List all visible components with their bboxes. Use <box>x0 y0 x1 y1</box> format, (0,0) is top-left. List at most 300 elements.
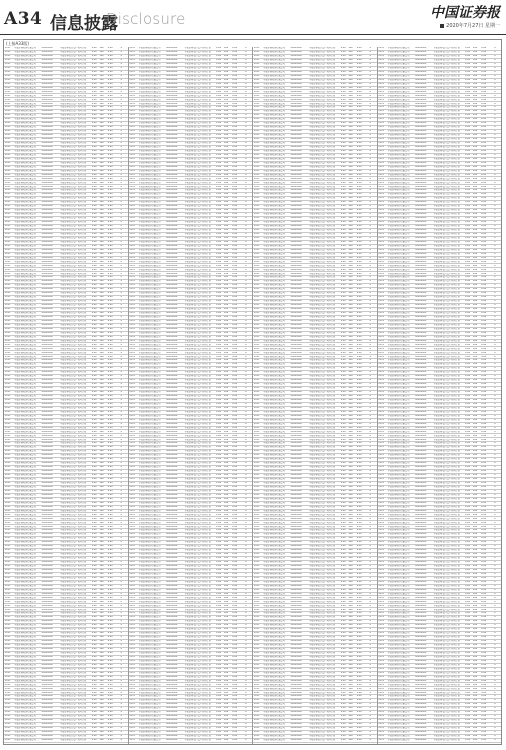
table-cell: 00000000 <box>290 667 302 670</box>
table-cell: 0 <box>120 209 122 212</box>
table-cell: 华安证券集合资产管理计划 <box>60 489 87 492</box>
table-cell: 0 <box>494 118 496 121</box>
table-cell: 100 <box>472 138 478 141</box>
table-cell: 2.26 <box>91 264 97 267</box>
table-cell: 华安证券集合资产管理计划 <box>60 201 87 204</box>
table-cell: 100 <box>99 699 104 702</box>
table-cell: 0001 <box>4 161 11 164</box>
table-cell: 2.26 <box>91 371 97 374</box>
table-cell: 00000000 <box>41 695 53 698</box>
table-cell: 0.00 <box>356 149 362 152</box>
table-cell: 华安证券股份有限公司 <box>14 102 36 105</box>
table-cell: 00000000 <box>41 489 53 492</box>
table-cell: 2.26 <box>340 521 346 524</box>
table-cell: 0001 <box>129 458 135 461</box>
table-cell: 0.00 <box>232 335 238 338</box>
table-cell: 0001 <box>4 244 11 247</box>
table-cell: 0.00 <box>356 505 362 508</box>
table-cell: 00000000 <box>41 616 53 619</box>
table-cell: 00000000 <box>290 213 302 216</box>
table-cell: 0.00 <box>356 632 362 635</box>
table-cell: 2.26 <box>340 529 346 532</box>
table-cell: 华安证券股份有限公司 <box>14 51 36 54</box>
table-cell: 华安证券集合资产管理计划 <box>309 355 336 358</box>
table-cell: 2.26 <box>216 213 222 216</box>
table-cell: 0 <box>369 248 371 251</box>
table-cell: 100 <box>223 497 229 500</box>
table-cell: 华安证券股份有限公司 <box>138 485 161 488</box>
table-cell: 华安证券股份有限公司 <box>14 612 36 615</box>
table-cell: 0 <box>245 438 247 441</box>
table-cell: 0001 <box>129 410 135 413</box>
table-cell: 100 <box>99 288 104 291</box>
table-cell: 华安证券集合资产管理计划 <box>309 284 336 287</box>
table-cell: 00000000 <box>166 576 178 579</box>
table-cell: 0 <box>245 505 247 508</box>
table-cell: 0 <box>120 683 122 686</box>
table-cell: 华安证券集合资产管理计划 <box>309 181 336 184</box>
table-cell: 0.00 <box>107 217 113 220</box>
table-cell: 0001 <box>129 640 135 643</box>
table-cell: 2.26 <box>340 557 346 560</box>
table-cell: 0 <box>369 719 371 722</box>
table-cell: 00000000 <box>41 482 53 485</box>
table-cell: 0001 <box>4 596 11 599</box>
table-cell: 00000000 <box>166 260 178 263</box>
table-cell: 华安证券股份有限公司 <box>138 185 161 188</box>
table-cell: 00000000 <box>290 454 302 457</box>
table-cell: 华安证券集合资产管理计划 <box>60 288 87 291</box>
table-cell: 0001 <box>4 565 11 568</box>
table-cell: 华安证券股份有限公司 <box>263 169 285 172</box>
table-cell: 0 <box>245 315 247 318</box>
table-cell: 华安证券集合资产管理计划 <box>309 731 336 734</box>
table-cell: 0.00 <box>356 122 362 125</box>
table-cell: 100 <box>223 66 229 69</box>
table-cell: 华安证券股份有限公司 <box>14 505 36 508</box>
table-cell: 华安证券集合资产管理计划 <box>184 331 211 334</box>
table-cell: 00000000 <box>41 122 53 125</box>
table-cell: 0 <box>245 86 247 89</box>
table-cell: 2.26 <box>91 738 97 741</box>
table-cell: 00000000 <box>41 260 53 263</box>
table-cell: 华安证券股份有限公司 <box>138 102 161 105</box>
table-cell: 华安证券集合资产管理计划 <box>60 715 87 718</box>
table-cell: 0.00 <box>232 110 238 113</box>
table-cell: 0 <box>245 217 247 220</box>
table-cell: 华安证券股份有限公司 <box>138 568 161 571</box>
table-cell: 华安证券集合资产管理计划 <box>60 217 87 220</box>
table-cell: 0.00 <box>232 399 238 401</box>
table-cell: 0 <box>120 715 122 718</box>
table-cell: 2.26 <box>340 731 346 734</box>
table-cell: 0.00 <box>356 636 362 639</box>
table-cell: 00000000 <box>166 244 178 247</box>
table-cell: 0001 <box>129 446 135 449</box>
table-cell: 华安证券集合资产管理计划 <box>184 323 211 326</box>
table-cell: 0 <box>369 47 371 50</box>
table-cell: 0001 <box>253 731 260 734</box>
table-cell: 华安证券集合资产管理计划 <box>60 462 87 465</box>
table-cell: 0.00 <box>232 584 238 587</box>
table-cell: 100 <box>223 442 229 445</box>
table-cell: 2.26 <box>91 663 97 666</box>
table-cell: 2.26 <box>216 300 222 303</box>
table-cell: 0 <box>245 600 247 603</box>
table-cell: 2.26 <box>340 572 346 575</box>
table-cell: 华安证券股份有限公司 <box>14 272 36 275</box>
table-cell: 华安证券股份有限公司 <box>138 699 161 702</box>
table-cell: 0 <box>245 304 247 307</box>
table-cell: 华安证券集合资产管理计划 <box>60 703 87 706</box>
table-cell: 100 <box>348 153 353 156</box>
table-cell: 2.26 <box>340 51 346 54</box>
table-cell: 00000000 <box>290 695 302 698</box>
table-cell: 华安证券集合资产管理计划 <box>309 264 336 267</box>
table-cell: 100 <box>223 98 229 101</box>
table-cell: 0.00 <box>232 165 238 168</box>
table-cell: 2.26 <box>216 628 222 631</box>
table-cell: 0001 <box>4 588 11 591</box>
table-cell: 华安证券股份有限公司 <box>138 272 161 275</box>
table-cell: 00000000 <box>41 78 53 81</box>
table-cell: 00000000 <box>166 655 178 658</box>
table-cell: 华安证券集合资产管理计划 <box>60 683 87 686</box>
table-cell: 2.26 <box>216 576 222 579</box>
table-cell: 2.26 <box>340 604 346 607</box>
table-cell: 0001 <box>4 327 11 330</box>
table-cell: 0.00 <box>356 600 362 603</box>
table-cell: 2.26 <box>340 327 346 330</box>
table-cell: 00000000 <box>290 288 302 291</box>
table-cell: 0001 <box>4 501 11 504</box>
table-cell: 100 <box>348 588 353 591</box>
table-cell: 2.26 <box>216 731 222 734</box>
table-cell: 0 <box>120 430 122 433</box>
table-cell: 0001 <box>4 549 11 552</box>
table-cell: 0.00 <box>107 600 113 603</box>
table-cell: 0 <box>494 62 496 65</box>
table-cell: 0.00 <box>232 138 238 141</box>
table-cell: 0001 <box>4 229 11 232</box>
table-cell: 华安证券集合资产管理计划 <box>60 280 87 283</box>
table-cell: 0 <box>494 51 496 54</box>
table-cell: 华安证券集合资产管理计划 <box>60 300 87 303</box>
table-cell: 华安证券集合资产管理计划 <box>184 541 211 544</box>
table-cell: 华安证券股份有限公司 <box>14 470 36 473</box>
table-cell: 00000000 <box>290 541 302 544</box>
table-cell: 100 <box>348 355 353 358</box>
table-cell: 0001 <box>253 667 260 670</box>
table-cell: 0.00 <box>356 497 362 500</box>
table-cell: 华安证券股份有限公司 <box>14 671 36 674</box>
table-cell: 0 <box>120 517 122 520</box>
table-cell: 0 <box>369 533 371 536</box>
table-cell: 0.00 <box>232 553 238 556</box>
table-cell: 0 <box>120 402 122 405</box>
table-cell: 华安证券集合资产管理计划 <box>60 446 87 449</box>
table-cell: 华安证券股份有限公司 <box>263 339 285 342</box>
table-cell: 2.26 <box>216 561 222 564</box>
table-cell: 00000000 <box>166 525 178 528</box>
table-cell: 华安证券股份有限公司 <box>138 130 161 133</box>
table-cell: 华安证券股份有限公司 <box>138 343 161 346</box>
table-cell: 100 <box>348 683 353 686</box>
table-cell: 100 <box>348 600 353 603</box>
table-cell: 00000000 <box>290 256 302 259</box>
table-cell: 0001 <box>253 260 260 263</box>
table-cell: 2.26 <box>216 410 222 413</box>
table-cell: 100 <box>223 565 229 568</box>
table-cell: 100 <box>223 260 229 263</box>
table-cell: 0 <box>369 284 371 287</box>
table-cell: 2.26 <box>216 323 222 326</box>
table-cell: 00000000 <box>166 205 178 208</box>
table-cell: 0001 <box>253 90 260 93</box>
table-cell: 0.00 <box>481 102 487 105</box>
table-cell: 0 <box>120 74 122 77</box>
table-cell: 100 <box>223 695 229 698</box>
table-cell: 0001 <box>378 110 384 113</box>
table-cell: 0 <box>120 727 122 730</box>
table-cell: 00000000 <box>290 122 302 125</box>
table-cell: 0001 <box>253 406 260 409</box>
table-cell: 100 <box>223 387 229 390</box>
table-cell: 0001 <box>4 470 11 473</box>
table-cell: 0 <box>120 90 122 93</box>
table-cell: 2.26 <box>91 517 97 520</box>
table-cell: 0.00 <box>232 327 238 330</box>
table-cell: 华安证券集合资产管理计划 <box>184 572 211 575</box>
table-cell: 华安证券集合资产管理计划 <box>60 359 87 362</box>
table-cell: 0 <box>120 264 122 267</box>
table-cell: 华安证券集合资产管理计划 <box>60 478 87 481</box>
table-column <box>4 47 129 744</box>
table-cell: 0001 <box>129 462 135 465</box>
table-cell: 0 <box>245 331 247 334</box>
table-cell: 华安证券集合资产管理计划 <box>309 497 336 500</box>
table-cell: 0001 <box>253 648 260 651</box>
table-cell: 0001 <box>4 474 11 477</box>
table-cell: 华安证券股份有限公司 <box>138 478 161 481</box>
table-cell: 2.26 <box>91 252 97 255</box>
table-cell: 100 <box>99 252 104 255</box>
table-cell: 华安证券股份有限公司 <box>14 624 36 627</box>
table-cell: 0.00 <box>356 229 362 232</box>
table-cell: 0001 <box>129 395 135 398</box>
table-cell: 0.00 <box>232 201 238 204</box>
table-cell: 0.00 <box>232 268 238 271</box>
table-cell: 00000000 <box>290 351 302 354</box>
table-cell: 0 <box>369 410 371 413</box>
table-cell: 0.00 <box>356 114 362 117</box>
table-cell: 华安证券集合资产管理计划 <box>433 59 460 62</box>
table-cell: 00000000 <box>41 438 53 441</box>
table-cell: 0001 <box>129 414 135 417</box>
table-cell: 2.26 <box>91 62 97 65</box>
table-cell: 0001 <box>4 687 11 690</box>
table-cell: 0.00 <box>356 165 362 168</box>
table-cell: 00000000 <box>41 47 53 50</box>
table-cell: 00000000 <box>41 62 53 65</box>
table-cell: 100 <box>223 655 229 658</box>
table-cell: 0 <box>369 517 371 520</box>
table-cell: 00000000 <box>41 201 53 204</box>
table-cell: 0 <box>369 596 371 599</box>
table-cell: 100 <box>348 209 353 212</box>
table-cell: 0 <box>369 391 371 394</box>
table-cell: 0.00 <box>232 727 238 730</box>
table-cell: 00000000 <box>41 715 53 718</box>
table-cell: 00000000 <box>166 529 178 532</box>
table-cell: 华安证券集合资产管理计划 <box>184 478 211 481</box>
table-cell: 100 <box>223 675 229 678</box>
table-cell: 华安证券集合资产管理计划 <box>60 304 87 307</box>
table-cell: 0.00 <box>107 580 113 583</box>
table-cell: 2.26 <box>91 402 97 405</box>
table-cell: 0.00 <box>481 98 487 101</box>
table-cell: 2.26 <box>465 94 471 97</box>
table-cell: 华安证券集合资产管理计划 <box>309 592 336 595</box>
table-cell: 0 <box>120 509 122 512</box>
table-cell: 0.00 <box>232 296 238 299</box>
table-cell: 0.00 <box>232 240 238 243</box>
table-cell: 100 <box>223 359 229 362</box>
table-cell: 100 <box>348 612 353 615</box>
table-cell: 华安证券集合资产管理计划 <box>184 367 211 370</box>
table-cell: 2.26 <box>340 74 346 77</box>
table-cell: 2.26 <box>216 122 222 125</box>
table-cell: 华安证券股份有限公司 <box>14 189 36 192</box>
table-cell: 0.00 <box>232 55 238 58</box>
table-cell: 2.26 <box>216 652 222 654</box>
table-cell: 华安证券股份有限公司 <box>14 640 36 643</box>
table-cell: 华安证券集合资产管理计划 <box>309 371 336 374</box>
table-cell: 2.26 <box>216 146 222 148</box>
table-cell: 00000000 <box>290 47 302 50</box>
table-cell: 华安证券股份有限公司 <box>138 62 161 65</box>
table-cell: 0001 <box>129 592 135 595</box>
table-cell: 0001 <box>253 240 260 243</box>
table-cell: 华安证券股份有限公司 <box>14 529 36 532</box>
table-cell: 100 <box>223 118 229 121</box>
table-cell: 华安证券股份有限公司 <box>138 165 161 168</box>
table-cell: 2.26 <box>340 146 346 148</box>
table-cell: 0001 <box>4 149 11 152</box>
table-cell: 华安证券集合资产管理计划 <box>60 671 87 674</box>
table-cell: 0.00 <box>232 142 238 145</box>
table-cell: 0.00 <box>232 304 238 307</box>
table-cell: 0001 <box>253 446 260 449</box>
table-cell: 0001 <box>129 497 135 500</box>
table-cell: 0 <box>369 683 371 686</box>
table-cell: 0001 <box>253 549 260 552</box>
table-cell: 2.26 <box>216 418 222 421</box>
table-cell: 华安证券集合资产管理计划 <box>60 260 87 263</box>
table-cell: 0.00 <box>107 683 113 686</box>
table-cell: 0 <box>120 521 122 524</box>
table-cell: 0.00 <box>107 687 113 690</box>
table-cell: 0.00 <box>107 252 113 255</box>
table-cell: 0001 <box>253 308 260 311</box>
table-cell: 0.00 <box>107 628 113 631</box>
table-cell: 00000000 <box>41 505 53 508</box>
table-cell: 华安证券股份有限公司 <box>14 699 36 702</box>
table-cell: 0.00 <box>356 474 362 477</box>
table-cell: 0001 <box>4 667 11 670</box>
table-cell: 0001 <box>253 355 260 358</box>
table-cell: 00000000 <box>166 185 178 188</box>
table-cell: 0001 <box>4 288 11 291</box>
table-cell: 华安证券集合资产管理计划 <box>60 521 87 524</box>
table-cell: 00000000 <box>290 78 302 81</box>
table-cell: 华安证券集合资产管理计划 <box>184 213 211 216</box>
table-cell: 0001 <box>378 51 384 54</box>
table-cell: 0 <box>245 296 247 299</box>
table-cell: 华安证券集合资产管理计划 <box>60 410 87 413</box>
table-cell: 2.26 <box>91 418 97 421</box>
table-cell: 2.26 <box>91 561 97 564</box>
table-cell: 00000000 <box>41 232 53 235</box>
table-cell: 100 <box>223 229 229 232</box>
table-cell: 华安证券股份有限公司 <box>138 529 161 532</box>
table-cell: 0.00 <box>232 209 238 212</box>
table-cell: 100 <box>223 102 229 105</box>
table-cell: 0.00 <box>232 181 238 184</box>
table-cell: 华安证券集合资产管理计划 <box>184 691 211 694</box>
table-cell: 华安证券股份有限公司 <box>14 351 36 354</box>
table-cell: 00000000 <box>166 422 178 425</box>
table-cell: 0.00 <box>232 442 238 445</box>
table-cell: 0001 <box>378 142 384 145</box>
table-cell: 0001 <box>129 209 135 212</box>
table-cell: 100 <box>348 616 353 619</box>
table-cell: 100 <box>99 640 104 643</box>
table-cell: 华安证券集合资产管理计划 <box>60 545 87 548</box>
table-cell: 2.26 <box>216 252 222 255</box>
table-cell: 100 <box>223 533 229 536</box>
table-cell: 2.26 <box>91 232 97 235</box>
table-cell: 华安证券股份有限公司 <box>263 406 285 409</box>
table-cell: 0 <box>369 375 371 378</box>
table-cell: 100 <box>348 319 353 322</box>
table-cell: 0001 <box>129 652 135 654</box>
table-cell: 2.26 <box>216 134 222 137</box>
table-cell: 0 <box>369 450 371 453</box>
table-cell: 2.26 <box>216 533 222 536</box>
table-cell: 0 <box>120 434 122 437</box>
table-cell: 00000000 <box>41 126 53 129</box>
table-cell: 00000000 <box>290 553 302 556</box>
table-cell: 0.00 <box>232 572 238 575</box>
table-cell: 华安证券集合资产管理计划 <box>60 391 87 394</box>
table-cell: 2.26 <box>91 126 97 129</box>
table-cell: 100 <box>348 628 353 631</box>
table-cell: 华安证券集合资产管理计划 <box>60 600 87 603</box>
table-cell: 0001 <box>129 501 135 504</box>
table-cell: 100 <box>223 288 229 291</box>
table-cell: 华安证券股份有限公司 <box>263 628 285 631</box>
table-cell: 华安证券集合资产管理计划 <box>309 541 336 544</box>
table-cell: 2.26 <box>91 189 97 192</box>
table-cell: 2.26 <box>91 98 97 101</box>
table-cell: 2.26 <box>216 699 222 702</box>
table-cell: 2.26 <box>91 727 97 730</box>
table-cell: 华安证券集合资产管理计划 <box>184 142 211 145</box>
table-cell: 100 <box>223 181 229 184</box>
table-cell: 华安证券股份有限公司 <box>138 517 161 520</box>
table-cell: 华安证券股份有限公司 <box>14 276 36 279</box>
